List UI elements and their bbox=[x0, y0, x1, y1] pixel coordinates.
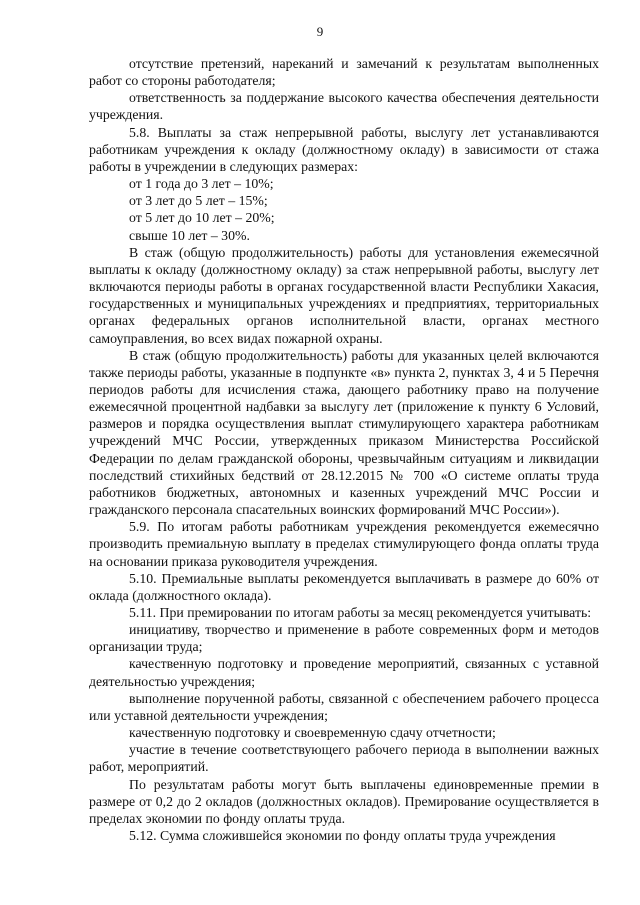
paragraph: В стаж (общую продолжительность) работы для установления ежемесячной выплаты к окладу (должностному окладу) за стаж непрерывной работы, выслугу лет включаются периоды работы в органах государственной власти Республики Хакасия, государственных и муниципальных учреждениях и предприятиях, территориальных органах федеральных органов исполнительной власти, органах местного самоуправления, во всех видах пожарной охраны. bbox=[89, 244, 599, 346]
paragraph: отсутствие претензий, нареканий и замечаний к результатам выполненных работ со стороны работодателя; bbox=[89, 56, 599, 89]
paragraph: 5.9. По итогам работы работникам учреждения рекомендуется ежемесячно производить премиальную выплату в пределах стимулирующего фонда оплаты труда на основании приказа руководителя учреждения. bbox=[89, 519, 599, 569]
paragraph: 5.11. При премировании по итогам работы за месяц рекомендуется учитывать: bbox=[129, 605, 592, 620]
list-item: свыше 10 лет – 30%. bbox=[129, 227, 250, 243]
paragraph: В стаж (общую продолжительность) работы для указанных целей включаются также периоды работы, указанные в подпункте «в» пункта 2, пунктах 3, 4 и 5 Перечня периодов работы для исчисления стажа, дающего работнику право на получение ежемесячной процентной надбавки за выслугу лет (приложение к пункту 6 Условий, размеров и порядка осуществления выплат стимулирующего характера работникам учреждений МЧС России, утвержденных приказом Министерства Российской Федерации по делам гражданской обороны, чрезвычайным ситуациям и ликвидации последствий стихийных бедствий от 28.12.2015 № 700 «О системе оплаты труда работников бюджетных, автономных и казенных учреждений МЧС России и гражданского персонала спасательных воинских формирований МЧС России»). bbox=[89, 347, 599, 518]
paragraph: 5.8. Выплаты за стаж непрерывной работы, выслугу лет устанавливаются работникам учреждения к окладу (должностному окладу) в зависимости от стажа работы в учреждении в следующих размерах: bbox=[89, 124, 599, 174]
list-item: качественную подготовку и проведение мероприятий, связанных с уставной деятельностью учреждения; bbox=[89, 656, 599, 689]
paragraph: 5.12. Сумма сложившейся экономии по фонду оплаты труда учреждения bbox=[129, 828, 556, 844]
paragraph: 5.10. Премиальные выплаты рекомендуется выплачивать в размере до 60% от оклада (должностного оклада). bbox=[89, 570, 599, 603]
list-item: инициативу, творчество и применение в работе современных форм и методов организации труда; bbox=[89, 622, 599, 655]
paragraph: ответственность за поддержание высокого качества обеспечения деятельности учреждения. bbox=[89, 90, 599, 123]
list-item: выполнение порученной работы, связанной с обеспечением рабочего процесса или уставной деятельности учреждения; bbox=[89, 690, 599, 723]
list-item: участие в течение соответствующего рабочего периода в выполнении важных работ, мероприятий. bbox=[89, 742, 599, 775]
body-text bbox=[89, 55, 599, 844]
list-item: качественную подготовку и своевременную сдачу отчетности; bbox=[129, 725, 496, 741]
page-number: 9 bbox=[316, 24, 324, 39]
list-item: от 1 года до 3 лет – 10%; bbox=[129, 176, 274, 192]
list-item: от 3 лет до 5 лет – 15%; bbox=[129, 193, 268, 209]
list-item: от 5 лет до 10 лет – 20%; bbox=[129, 210, 275, 226]
paragraph: По результатам работы могут быть выплачены единовременные премии в размере от 0,2 до 2 окладов (должностных окладов). Премирование осуществляется в пределах экономии по фонду оплаты труда. bbox=[89, 776, 599, 826]
